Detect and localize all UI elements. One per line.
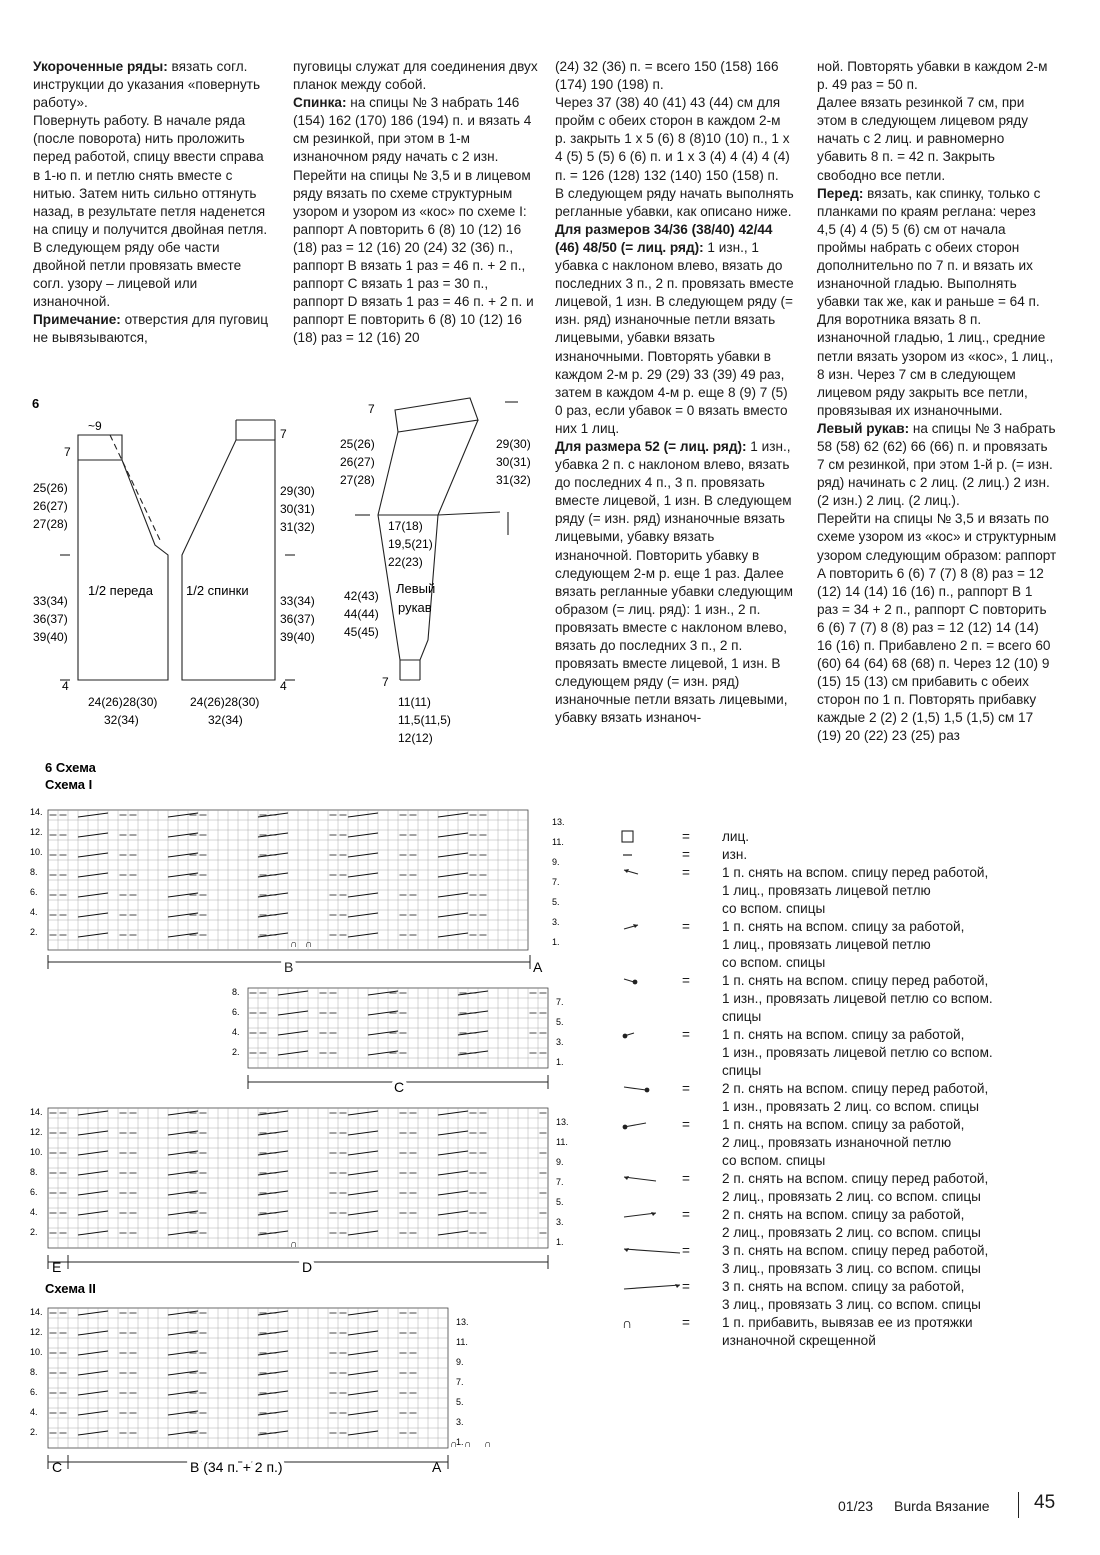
legend-right3-icon [620,1278,660,1296]
row-number: 5. [552,897,560,907]
legend-line: 3 лиц., провязать 3 лиц. со вспом. спицы [722,1261,981,1276]
page-number: 45 [1034,1492,1056,1513]
legend-item [620,1314,1080,1350]
paragraph [817,58,1057,94]
label-C: C [394,1079,405,1095]
paragraph-text: (24) 32 (36) п. = всего 150 (158) 166 (174) 190 (198) п. [555,59,779,93]
svg-text:36(37): 36(37) [280,612,315,626]
schematic-diagrams [0,380,560,760]
legend-description [722,846,1080,864]
legend-item [620,1170,1080,1206]
dim-7-sleeve-top: 7 [368,402,375,416]
row-number: 4. [30,907,38,917]
sleeve-label-2: рукав [398,600,432,615]
legend-line: спицы [722,1009,762,1024]
paragraph-text: В следующем ряду начать выполнять регланные убавки, как описано ниже. [555,185,794,219]
front-raglan-dash [110,435,160,540]
paragraph-heading: Укороченные ряды: [33,59,168,74]
row-number: 5. [556,1017,564,1027]
paragraph-text: вязать, как спинку, только с планками по краям реглана: через 4,5 (4) 4 (5) 5 (6) см от начала проймы набрать с обеих сторон дополнительно по 7 п. и вязать их изнаночной гладью. Выполнять убавки так же, как и раньше = 64 п. Для воротника вязать 8 п. изнаночной гладью, 1 лиц., средние петли вязать узором из «кос», 1 лиц., 8 изн. Через 7 см в следующем лицевом ряду закрыть все петли, провязывая их изнаночными. [817,185,1054,418]
legend-item [620,918,1080,972]
legend-item [620,828,1080,846]
legend-line: 2 п. снять на вспом. спицу перед работой, [722,1081,989,1096]
sleeve-length-dims [344,589,379,639]
paragraph [293,94,538,347]
chart-scheme-1-grid [48,810,528,950]
legend-equals: = [682,1117,690,1132]
legend-line: со вспом. спицы [722,901,826,916]
legend-item [620,972,1080,1026]
row-number: 5. [456,1397,464,1407]
paragraph-text: Через 37 (38) 40 (41) 43 (44) см для пройм с обеих сторон в каждом 2-м р. закрыть 1 х 5 (6) 8 (8)10 (10) п., 1 х 4 (5) 5 (5) 6 (6) п. и 1 х 3 (4) 4 (4) 4 (4) п. = 126 (128) 132 (140) 150 (158) п. [555,95,790,183]
row-number: 1. [556,1237,564,1247]
paragraph [817,420,1057,510]
sleeve-outline [395,398,478,432]
front-label: 1/2 переда [88,583,153,598]
increase-symbol: ∩ [450,1439,458,1450]
paragraph [293,58,538,94]
row-number: 3. [556,1037,564,1047]
text-column-3 [555,58,795,727]
legend-right1dot-icon [620,1026,660,1044]
label-D: D [302,1259,313,1275]
magazine-name: Burda Вязание [894,1498,990,1514]
body-length-left [33,594,68,644]
svg-text:44(44): 44(44) [344,607,379,621]
legend-line: 1 п. снять на вспом. спицу перед работой, [722,973,989,988]
row-number: 6. [30,1387,38,1397]
label-B2: B (34 п. + 2 п.) [190,1459,283,1475]
svg-text:25(26): 25(26) [33,481,68,495]
svg-text:33(34): 33(34) [280,594,315,608]
legend-description [722,864,1080,918]
chart-scheme-d-grid [48,1108,548,1248]
row-number: 2. [232,1047,240,1057]
row-number: 1. [552,937,560,947]
legend-line: 3 п. снять на вспом. спицу за работой, [722,1279,965,1294]
legend-line: со вспом. спицы [722,1153,826,1168]
row-number: 4. [232,1027,240,1037]
paragraph-heading: Для размеров 34/36 (38/40) 42/44 (46) 48/50 (= лиц. ряд): [555,221,773,255]
issue-number: 01/23 [838,1498,874,1514]
label-C2: C [52,1459,63,1475]
svg-text:26(27): 26(27) [340,455,375,469]
svg-text:33(34): 33(34) [33,594,68,608]
legend-line: 3 п. снять на вспом. спицу перед работой, [722,1243,989,1258]
row-number: 3. [456,1417,464,1427]
paragraph [555,185,795,221]
dim-4-front: 4 [62,679,69,693]
legend-right2dot-icon [620,1116,660,1134]
sleeve-top-dims [388,519,433,569]
paragraph [817,94,1057,184]
legend-line: изнаночной скрещенной [722,1333,876,1348]
legend-line: лиц. [722,829,750,844]
legend-item [620,846,1080,864]
legend-description [722,1116,1080,1170]
paragraph-text: пуговицы служат для соединения двух планок между собой. [293,59,538,93]
svg-text:36(37): 36(37) [33,612,68,626]
paragraph [33,112,273,311]
paragraph [33,311,273,347]
legend-left1-icon [620,864,660,882]
dim-tilde9: ~9 [88,419,102,433]
front-raglan-dims [33,481,68,531]
svg-text:12(12): 12(12) [398,731,433,745]
paragraph-heading: Примечание: [33,312,121,328]
paragraph-text: 1 изн., убавка 2 п. с наклоном влево, вязать до последних 4 п., 3 п. провязать вместе лицевой, 1 изн. В следующем ряду (= изн. ряд) изнаночные вязать лицевыми, убавку вязать изнаночной. Повторить убавку в следующем 2-м р. еще 1 раз. Далее вязать регланные убавки следующим образом (= лиц. ряд): 1 изн., 2 п. провязать вместе с наклоном влево, вязать до последних 3 п., 2 п. провязать вместе лицевой, 1 изн. В следующем ряду (= изн. ряд) изнаночные петли вязать лицевыми, убавку вязать изнаноч- [555,438,793,726]
legend-description [722,1026,1080,1080]
legend-line: 2 п. снять на вспом. спицу перед работой, [722,1171,989,1186]
row-number: 11. [552,837,564,847]
legend-description [722,1170,1080,1206]
dim-7-sleeve-bottom: 7 [382,675,389,689]
legend-equals: = [682,1171,690,1186]
svg-text:27(28): 27(28) [340,473,375,487]
legend-equals: = [682,1243,690,1258]
sleeve-raglan-right-dims [496,437,531,487]
svg-text:30(31): 30(31) [280,502,315,516]
row-number: 10. [30,1347,43,1357]
legend-right1-icon [620,918,660,936]
legend-equals: = [682,1207,690,1222]
legend-line: 1 п. снять на вспом. спицу за работой, [722,1027,965,1042]
row-number: 4. [30,1207,38,1217]
legend-item [620,1080,1080,1116]
paragraph-heading: Для размера 52 (= лиц. ряд): [555,438,747,454]
row-number: 2. [30,1227,38,1237]
legend-equals: = [682,829,690,844]
legend-left1dot-icon [620,972,660,990]
increase-symbol: ∩ [305,939,313,950]
paragraph [33,58,273,112]
legend-item [620,864,1080,918]
text-column-4 [817,58,1057,746]
legend-equals: = [682,1279,690,1294]
legend-description [722,1314,1080,1350]
legend-equals: = [682,919,690,934]
svg-text:31(32): 31(32) [496,473,531,487]
row-number: 14. [30,1307,43,1317]
symbol-legend [620,828,1080,1350]
legend-line: 3 лиц., провязать 3 лиц. со вспом. спицы [722,1297,981,1312]
row-number: 6. [30,1187,38,1197]
legend-left2dot-icon [620,1080,660,1098]
paragraph-heading: Перед: [817,185,864,201]
row-number: 9. [552,857,560,867]
front-outline [78,435,168,680]
paragraph-heading: Спинка: [293,95,347,111]
chart-scheme-2-grid [48,1308,448,1448]
legend-description [722,1242,1080,1278]
label-A: A [533,959,543,975]
legend-equals: = [682,1027,690,1042]
svg-text:39(40): 39(40) [280,630,315,644]
row-number: 13. [552,817,565,827]
scheme-1-title: Схема I [45,777,93,792]
legend-equals: = [682,847,690,862]
svg-text:19,5(21): 19,5(21) [388,537,433,551]
legend-equals: = [682,1315,690,1330]
row-number: 12. [30,1327,43,1337]
legend-line: 1 п. снять на вспом. спицу за работой, [722,919,965,934]
paragraph-text: на спицы № 3 набрать 58 (58) 62 (62) 66 (66) п. и провязать 7 см резинкой, при этом 1-й р. (= изн. ряд) начинать с 2 лиц. (2 лиц.) 2 изн. (2 изн.) 2 лиц. (2 лиц.). [817,420,1056,509]
sleeve-raglan-left-dims [340,437,375,487]
svg-text:11,5(11,5): 11,5(11,5) [398,713,451,727]
label-B: B [284,959,294,975]
row-number: 10. [30,1147,43,1157]
back-raglan-dims [280,484,315,534]
row-number: 11. [456,1337,468,1347]
paragraph [817,510,1057,745]
paragraph-heading: Левый рукав: [817,420,910,436]
legend-line: 1 п. снять на вспом. спицу перед работой, [722,865,989,880]
svg-text:39(40): 39(40) [33,630,68,644]
svg-text:24(26)28(30): 24(26)28(30) [88,695,158,709]
paragraph [555,221,795,438]
legend-item [620,1242,1080,1278]
row-number: 8. [30,867,38,877]
legend-line: спицы [722,1063,762,1078]
legend-line: 1 изн., провязать лицевой петлю со вспом. [722,1045,993,1060]
row-number: 12. [30,1127,43,1137]
svg-text:42(43): 42(43) [344,589,379,603]
paragraph-text: отверстия для пуговиц не вывязываются, [33,312,269,346]
row-number: 5. [556,1197,564,1207]
legend-equals: = [682,1081,690,1096]
legend-description [722,1278,1080,1314]
chart-scheme-c-grid [248,988,548,1068]
row-number: 7. [456,1377,464,1387]
label-E: E [52,1259,62,1275]
legend-item [620,1206,1080,1242]
increase-symbol: ∩ [464,1439,472,1450]
row-number: 1. [456,1437,464,1447]
scheme-2-title: Схема II [45,1281,96,1296]
row-number: 13. [556,1117,569,1127]
svg-text:32(34): 32(34) [104,713,139,727]
label-A2: A [432,1459,442,1475]
legend-line: изн. [722,847,748,862]
legend-item [620,1278,1080,1314]
svg-text:25(26): 25(26) [340,437,375,451]
sleeve-label-1: Левый [396,581,436,596]
text-column-1 [33,58,273,348]
back-label: 1/2 спинки [186,583,249,598]
svg-text:11(11): 11(11) [398,695,431,709]
row-number: 8. [30,1167,38,1177]
row-number: 13. [456,1317,469,1327]
legend-line: 1 изн., провязать 2 лиц. со вспом. спицы [722,1099,979,1114]
paragraph [555,58,795,94]
increase-symbol: ∩ [290,1239,298,1250]
increase-symbol: ∩ [484,1439,492,1450]
legend-description [722,1206,1080,1242]
legend-item [620,1026,1080,1080]
row-number: 2. [30,1427,38,1437]
dim-7-back: 7 [280,427,287,441]
legend-equals: = [682,973,690,988]
row-number: 14. [30,807,43,817]
row-number: 6. [30,887,38,897]
paragraph-text: ной. Повторять убавки в каждом 2-м р. 49 раз = 50 п. [817,59,1048,93]
row-number: 2. [30,927,38,937]
legend-line: 2 лиц., провязать 2 лиц. со вспом. спицы [722,1225,981,1240]
legend-inc-icon [620,1314,660,1332]
svg-text:29(30): 29(30) [280,484,315,498]
legend-line: 1 изн., провязать лицевой петлю со вспом. [722,991,993,1006]
row-number: 11. [556,1137,568,1147]
svg-text:26(27): 26(27) [33,499,68,513]
page-footer [838,1492,1068,1520]
legend-line: 1 п. снять на вспом. спицу за работой, [722,1117,965,1132]
paragraph [555,438,795,728]
back-outline [182,440,275,680]
legend-line: со вспом. спицы [722,955,826,970]
dim-7-front: 7 [64,445,71,459]
paragraph [555,94,795,184]
paragraph-text: Повернуть работу. В начале ряда (после поворота) нить проложить перед работой, спицу ввести справа в 1-ю п. и петлю снять вместе с нитью. Затем нить сильно оттянуть назад, в результате петля наденется на спицу и получится двойная петля. В следующем ряду обе части двойной петли провязать вместе согл. узору – лицевой или изнаночной. [33,113,268,310]
row-number: 3. [552,917,560,927]
row-number: 4. [30,1407,38,1417]
row-number: 12. [30,827,43,837]
svg-text:22(23): 22(23) [388,555,423,569]
charts-heading: 6 Схема [45,760,96,775]
paragraph-text: Перейти на спицы № 3,5 и вязать по схеме узором из «кос» и структурным узором следующим образом: раппорт A повторить 6 (6) 7 (7) 8 (8) раз = 12 (12) 14 (14) 16 (16) п., раппорт B 1 раз = 34 + 2 п., раппорт C повторить 6 (6) 7 (7) 8 (8) раз = 12 (12) 14 (14) 16 (16) п. Прибавлено 2 п. = всего 60 (60) 64 (64) 68 (68) п. Через 12 (10) 9 (15) 15 (13) см прибавить с обеих сторон по 1 п. Повторять прибавку каждые 2 (2) 2 (1,5) 1,5 (1,5) см 17 (19) 20 (22) 23 (25) раз [817,511,1057,744]
text-column-2 [293,58,538,348]
svg-text:31(32): 31(32) [280,520,315,534]
legend-knit-icon [620,828,660,846]
svg-text:∩: ∩ [622,1315,633,1331]
row-number: 7. [552,877,560,887]
row-number: 7. [556,997,564,1007]
footer-divider [1018,1492,1019,1518]
row-number: 8. [232,987,240,997]
svg-text:30(31): 30(31) [496,455,531,469]
legend-equals: = [682,865,690,880]
legend-left3-icon [620,1242,660,1260]
row-number: 14. [30,1107,43,1117]
legend-description [722,918,1080,972]
paragraph [817,185,1057,420]
legend-line: 1 лиц., провязать лицевой петлю [722,883,931,898]
legend-line: 1 лиц., провязать лицевой петлю [722,937,931,952]
svg-text:17(18): 17(18) [388,519,423,533]
row-number: 6. [232,1007,240,1017]
legend-right2-icon [620,1206,660,1224]
front-width [88,695,157,727]
svg-text:45(45): 45(45) [344,625,379,639]
svg-text:27(28): 27(28) [33,517,68,531]
paragraph-text: 1 изн., 1 убавка с наклоном влево, вязать до последних 3 п., 2 п. провязать вместе лицевой, 1 изн. В следующем ряду (= изн. ряд) изнаночные петли вязать лицевыми, убавки вязать изнаночными. Повторять убавки в каждом 2-м р. 29 (29) 33 (39) 49 раз, затем в каждом 4-м р. еще 8 (9) 7 (5) 0 раз, если убавок = 0 вязать вместо них 1 лиц. [555,239,794,436]
legend-description [722,828,1080,846]
legend-purl-icon [620,846,660,864]
legend-left2-icon [620,1170,660,1188]
diagram-number: 6 [32,396,40,411]
legend-description [722,1080,1080,1116]
svg-text:24(26)28(30): 24(26)28(30) [190,695,260,709]
row-number: 3. [556,1217,564,1227]
paragraph-text: на спицы № 3 набрать 146 (154) 162 (170) 186 (194) п. и вязать 4 см резинкой, при этом в 1-м изнаночном ряду начать с 2 изн. Перейти на спицы № 3,5 и в лицевом ряду вязать по схеме структурным узором и узором из «кос» по схеме I: раппорт A повторить 6 (8) 10 (12) 16 (18) раз = 12 (16) 20 (24) 32 (36) п., раппорт B вязать 1 раз = 46 п. + 2 п., раппорт C вязать 1 раз = 30 п., раппорт D вязать 1 раз = 46 п. + 2 п. и раппорт E повторить 6 (8) 10 (12) 16 (18) раз = 12 (16) 20 [293,95,534,346]
back-width [190,695,259,727]
paragraph-text: вязать согл. инструкции до указания «повернуть работу». [33,59,261,111]
legend-line: 2 п. снять на вспом. спицу за работой, [722,1207,965,1222]
svg-text:32(34): 32(34) [208,713,243,727]
row-number: 10. [30,847,43,857]
paragraph-text: Далее вязать резинкой 7 см, при этом в следующем лицевом ряду начать с 2 лиц. и равномерно убавить 8 п. = 42 п. Закрыть свободно все петли. [817,95,1028,183]
row-number: 9. [456,1357,464,1367]
row-number: 8. [30,1367,38,1377]
legend-line: 2 лиц., провязать изнаночной петлю [722,1135,952,1150]
knitting-charts [0,755,600,1495]
legend-line: 1 п. прибавить, вывязав ее из протяжки [722,1315,973,1330]
legend-line: 2 лиц., провязать 2 лиц. со вспом. спицы [722,1189,981,1204]
row-number: 7. [556,1177,564,1187]
row-number: 9. [556,1157,564,1167]
legend-item [620,1116,1080,1170]
increase-symbol: ∩ [290,939,298,950]
sleeve-cuff-dims [398,695,451,745]
dim-4-back: 4 [280,679,287,693]
body-length-right [280,594,315,644]
legend-description [722,972,1080,1026]
svg-text:29(30): 29(30) [496,437,531,451]
row-number: 1. [556,1057,564,1067]
